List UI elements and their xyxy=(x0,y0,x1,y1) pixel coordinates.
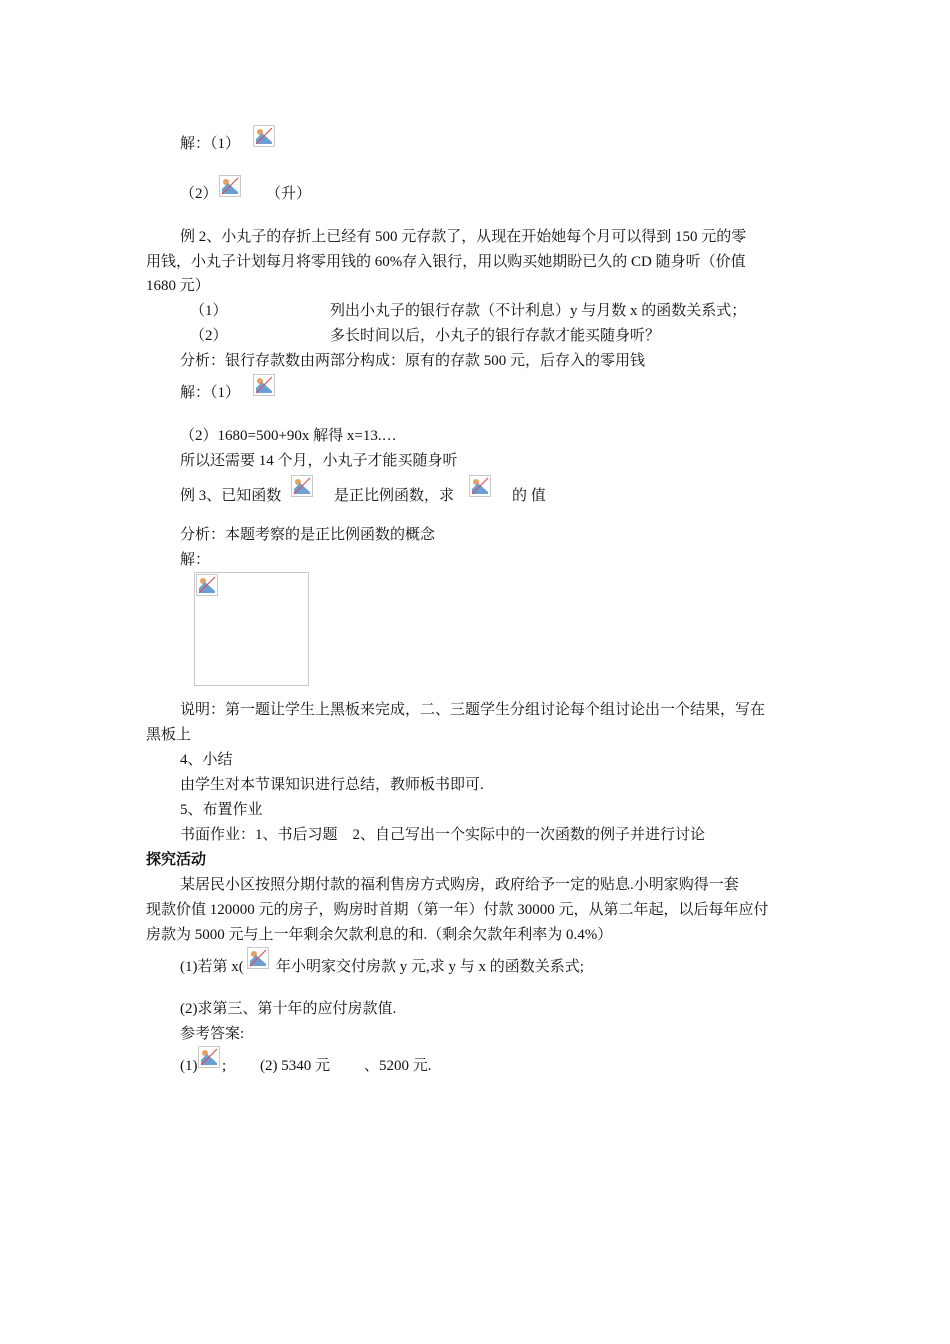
broken-image-icon xyxy=(219,175,241,197)
example2-q1-text: 列出小丸子的银行存款（不计利息）y 与月数 x 的函数关系式； xyxy=(330,303,747,319)
broken-image-icon xyxy=(198,1046,220,1068)
example2-line2: 用钱，小丸子计划每月将零用钱的 60%存入银行，用以购买她期盼已久的 CD 随身听（价值 xyxy=(146,254,746,270)
explore-q2: (2)求第三、第十年的应付房款值. xyxy=(180,1001,397,1017)
answer-separator: ; xyxy=(222,1058,227,1074)
note-line1: 说明：第一题让学生上黑板来完成，二、三题学生分组讨论每个组讨论出一个结果，写在 xyxy=(180,702,766,718)
note-line2: 黑板上 xyxy=(146,727,192,743)
example3-part3: 的 值 xyxy=(512,488,546,504)
example2-q2-text: 多长时间以后，小丸子的银行存款才能买随身听？ xyxy=(330,328,661,344)
example2-line3: 1680 元） xyxy=(146,278,210,294)
example2-conclusion: 所以还需要 14 个月，小丸子才能买随身听 xyxy=(180,453,458,469)
broken-image-icon xyxy=(291,475,313,497)
broken-image-icon xyxy=(196,574,218,596)
broken-image-icon xyxy=(253,125,275,147)
broken-image-icon xyxy=(247,947,269,969)
homework-text: 书面作业：1、书后习题 2、自己写出一个实际中的一次函数的例子并进行讨论 xyxy=(180,827,706,843)
example3-part1: 例 3、已知函数 xyxy=(180,488,282,504)
answer-1-label: (1) xyxy=(180,1058,198,1074)
answer-2-part1: (2) 5340 元 xyxy=(260,1058,330,1074)
example3-part2: 是正比例函数，求 xyxy=(334,488,455,504)
example3-solution-label: 解： xyxy=(180,552,211,568)
example2-analysis: 分析：银行存款数由两部分构成：原有的存款 500 元，后存入的零用钱 xyxy=(180,353,646,369)
example2-solution-label: 解：（1） xyxy=(180,385,241,401)
broken-image-icon xyxy=(469,475,491,497)
explore-q1-part2: 年小明家交付房款 y 元,求 y 与 x 的函数关系式; xyxy=(276,959,584,975)
example2-line1: 例 2、小丸子的存折上已经有 500 元存款了，从现在开始她每个月可以得到 150 元的零 xyxy=(180,229,747,245)
example2-solution-2: （2）1680=500+90x 解得 x=13.… xyxy=(180,428,397,444)
solution-image-frame xyxy=(194,572,309,686)
example2-q2-num: （2） xyxy=(190,328,228,344)
summary-heading: 4、小结 xyxy=(180,752,233,768)
example3-analysis: 分析：本题考察的是正比例函数的概念 xyxy=(180,527,436,543)
broken-image-icon xyxy=(253,374,275,396)
solution-2-label: （2） xyxy=(180,186,218,202)
explore-line2: 现款价值 120000 元的房子，购房时首期（第一年）付款 30000 元，从第二年起，以后每年应付 xyxy=(146,902,769,918)
unit-liter: （升） xyxy=(266,186,312,202)
solution-1-label: 解：（1） xyxy=(180,136,241,152)
explore-line1: 某居民小区按照分期付款的福利售房方式购房，政府给予一定的贴息.小明家购得一套 xyxy=(180,877,739,893)
example2-q1-num: （1） xyxy=(190,303,228,319)
answer-2-part2: 、5200 元. xyxy=(364,1058,432,1074)
summary-text: 由学生对本节课知识进行总结，教师板书即可. xyxy=(180,777,484,793)
explore-heading: 探究活动 xyxy=(146,852,207,868)
reference-answer-label: 参考答案: xyxy=(180,1026,245,1042)
homework-heading: 5、布置作业 xyxy=(180,802,263,818)
explore-q1-part1: (1)若第 x( xyxy=(180,959,244,975)
explore-line3: 房款为 5000 元与上一年剩余欠款利息的和.（剩余欠款年利率为 0.4%） xyxy=(146,927,613,943)
